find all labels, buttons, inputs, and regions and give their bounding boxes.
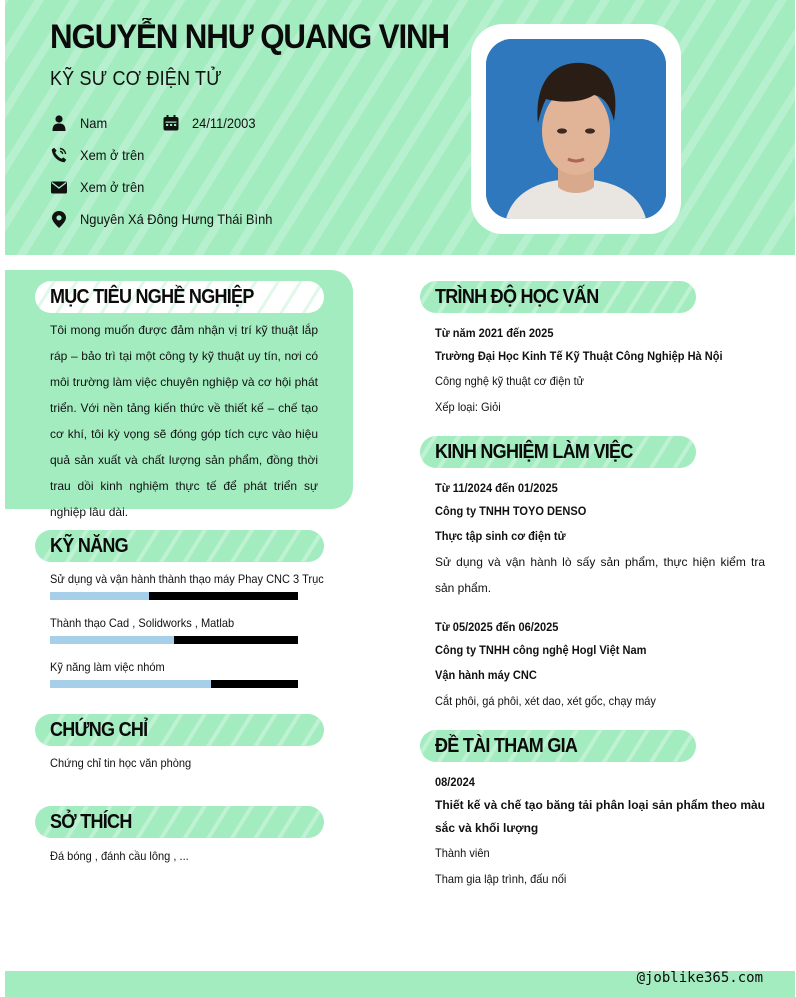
job-1-role: Thực tập sinh cơ điện tử [435,529,566,543]
birthdate-value: 24/11/2003 [192,115,256,131]
phone-value: Xem ở trên [80,147,145,163]
experience-heading: KINH NGHIỆM LÀM VIỆC [435,440,633,463]
skills-heading: KỸ NĂNG [50,534,128,557]
job-1-company: Công ty TNHH TOYO DENSO [435,504,587,518]
project-date: 08/2024 [435,775,475,789]
skills-heading-pill [35,530,324,562]
objective-heading-pill [35,281,324,313]
phone-icon [50,146,68,164]
hobbies-text: Đá bóng , đánh cầu lông , ... [50,849,189,863]
hobbies-heading: SỞ THÍCH [50,810,132,833]
projects-heading-pill [420,730,696,762]
location-icon [50,210,68,228]
education-heading-pill [420,281,696,313]
skill-bar-fill-2 [50,636,174,644]
footer-watermark: @joblike365.com [636,970,763,986]
education-grade: Xếp loại: Giỏi [435,400,501,414]
footer-bar [5,971,795,997]
job-title: KỸ SƯ CƠ ĐIỆN TỬ [50,68,222,90]
job-2-role: Vận hành máy CNC [435,668,537,682]
calendar-icon [162,114,180,132]
skill-bar-1 [50,592,298,600]
education-major: Công nghệ kỹ thuật cơ điện tử [435,374,585,388]
address-value: Nguyên Xá Đông Hưng Thái Bình [80,211,273,227]
project-title: Thiết kế và chế tạo băng tải phân loại sản phẩm theo màu sắc và khối lượng [435,798,765,835]
skill-bar-fill-1 [50,592,149,600]
skill-bar-2 [50,636,298,644]
education-school: Trường Đại Học Kinh Tế Kỹ Thuật Công Nghiệp Hà Nội [435,349,723,363]
gender-row [50,114,110,132]
education-period: Từ năm 2021 đến 2025 [435,326,554,340]
candidate-name: NGUYỄN NHƯ QUANG VINH [50,18,450,56]
skill-bar-3 [50,680,298,688]
project-task: Tham gia lập trình, đấu nối [435,872,567,886]
education-heading: TRÌNH ĐỘ HỌC VẤN [435,285,599,308]
certificates-text: Chứng chỉ tin học văn phòng [50,756,192,770]
objective-text: Tôi mong muốn được đảm nhận vị trí kỹ thuật lắp ráp – bảo trì tại một công ty kỹ thuật uy tín, nơi có môi trường làm việc chuyên nghiệp và cơ hội phát triển. Với nền tảng kiến thức về thiết kế – chế tạo cơ khí, tôi kỳ vọng sẽ đóng góp tích cực vào hiệu quả sản xuất và chất lượng sản phẩm, đồng thời trau dồi kinh nghiệm thực tế để phát triển sự nghiệp lâu dài. [50,323,318,519]
job-2-company: Công ty TNHH công nghệ Hogl Việt Nam [435,643,647,657]
email-row [50,178,150,196]
job-2-desc: Cắt phôi, gá phôi, xét dao, xét gốc, chạy máy [435,694,656,708]
phone-row [50,146,150,164]
email-value: Xem ở trên [80,179,145,195]
address-row [50,210,289,228]
email-icon [50,178,68,196]
experience-heading-pill [420,436,696,468]
skill-bar-fill-3 [50,680,211,688]
gender-value: Nam [80,115,108,131]
skill-label-1: Sử dụng và vận hành thành thạo máy Phay CNC 3 Trục [50,572,324,586]
certificates-heading-pill [35,714,324,746]
header-banner [5,0,795,255]
skill-label-2: Thành thạo Cad , Solidworks , Matlab [50,616,235,630]
birthdate-row [162,114,261,132]
project-role: Thành viên [435,846,490,860]
certificates-heading: CHỨNG CHỈ [50,718,148,741]
hobbies-heading-pill [35,806,324,838]
profile-photo [486,39,666,219]
job-2-period: Từ 05/2025 đến 06/2025 [435,620,559,634]
profile-photo-frame [471,24,681,234]
projects-heading: ĐỀ TÀI THAM GIA [435,734,578,757]
objective-heading: MỤC TIÊU NGHỀ NGHIỆP [50,285,254,308]
job-1-period: Từ 11/2024 đến 01/2025 [435,481,558,495]
skill-label-3: Kỹ năng làm việc nhóm [50,660,165,674]
user-icon [50,114,68,132]
job-1-desc: Sử dụng và vận hành lò sấy sản phẩm, thực hiện kiểm tra sản phẩm. [435,555,765,595]
